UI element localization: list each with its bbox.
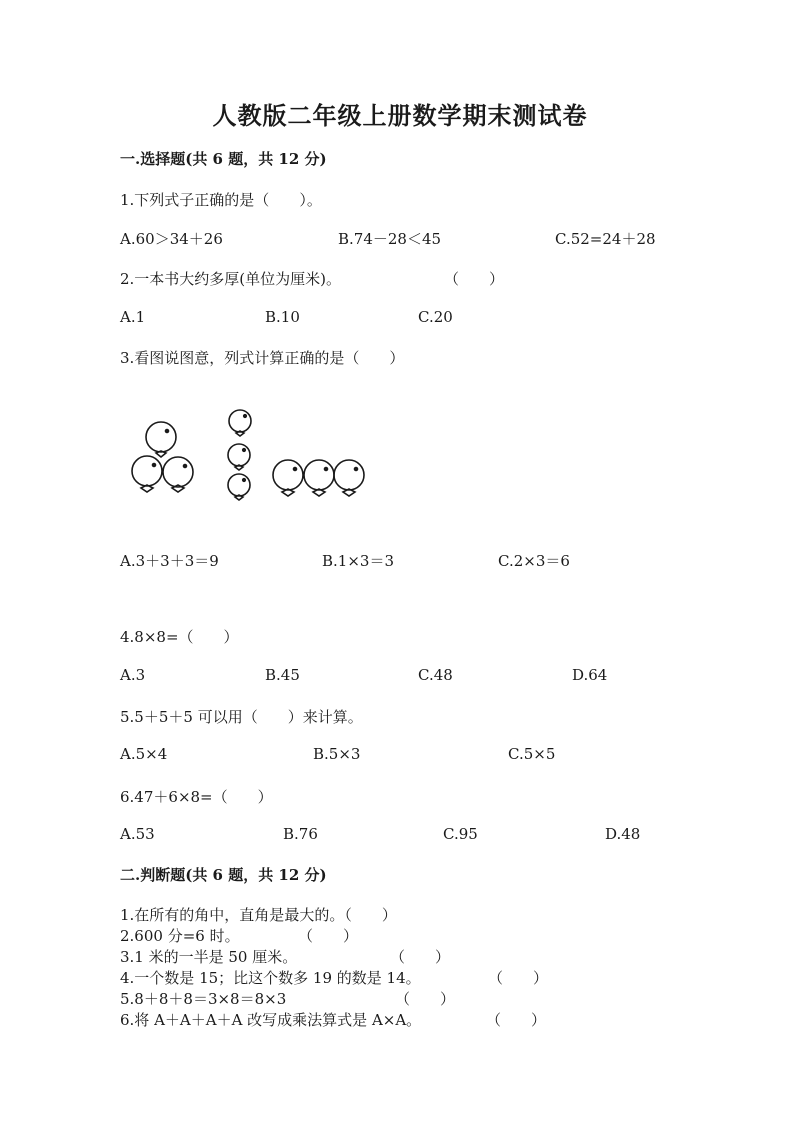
judge-item-2: 2.600 分=6 时。: [120, 927, 240, 945]
balloon-icon: [229, 410, 251, 436]
question-6-option-d[interactable]: D.48: [605, 825, 641, 843]
judge-item-4-paren: （ ）: [488, 969, 549, 987]
question-1-option-b[interactable]: B.74－28＜45: [338, 230, 442, 248]
question-2-stem: 2.一本书大约多厚(单位为厘米)。: [120, 270, 342, 288]
question-3-option-a[interactable]: A.3＋3＋3＝9: [120, 552, 219, 570]
question-1-option-a[interactable]: A.60＞34＋26: [120, 230, 223, 248]
question-4-stem: 4.8×8=（ ）: [120, 628, 239, 646]
question-2-option-c[interactable]: C.20: [418, 308, 453, 326]
balloons-illustration: [125, 405, 375, 505]
judge-item-3-paren: （ ）: [390, 948, 451, 966]
question-3-option-b[interactable]: B.1×3＝3: [322, 552, 394, 570]
judge-item-4: 4.一个数是 15；比这个数多 19 的数是 14。: [120, 969, 421, 987]
question-1-stem: 1.下列式子正确的是（ ）。: [120, 191, 322, 209]
question-4-option-b[interactable]: B.45: [265, 666, 300, 684]
question-4-option-d[interactable]: D.64: [572, 666, 608, 684]
question-4-option-a[interactable]: A.3: [120, 666, 146, 684]
page-title: 人教版二年级上册数学期末测试卷: [212, 101, 588, 130]
balloon-icon: [334, 460, 364, 496]
question-6-stem: 6.47＋6×8=（ ）: [120, 788, 273, 806]
balloon-icon: [273, 460, 303, 496]
section-2-heading: 二.判断题(共 6 题，共 12 分): [120, 866, 327, 884]
question-2-option-b[interactable]: B.10: [265, 308, 300, 326]
question-1-option-c[interactable]: C.52=24＋28: [555, 230, 656, 248]
balloon-icon: [228, 474, 250, 500]
judge-item-1: 1.在所有的角中，直角是最大的。（ ）: [120, 906, 397, 924]
question-3-option-c[interactable]: C.2×3＝6: [498, 552, 570, 570]
question-3-stem: 3.看图说图意，列式计算正确的是（ ）: [120, 349, 405, 367]
balloon-icon: [132, 456, 162, 492]
question-2-answer-paren: （ ）: [444, 270, 505, 288]
question-6-option-b[interactable]: B.76: [283, 825, 318, 843]
question-6-option-a[interactable]: A.53: [120, 825, 155, 843]
question-5-option-a[interactable]: A.5×4: [120, 745, 168, 763]
section-1-heading: 一.选择题(共 6 题，共 12 分): [120, 150, 327, 168]
balloon-icon: [304, 460, 334, 496]
balloon-icon: [146, 422, 176, 457]
judge-item-5: 5.8＋8＋8＝3×8＝8×3: [120, 990, 287, 1008]
judge-item-6-paren: （ ）: [486, 1011, 547, 1029]
balloon-icon: [228, 444, 250, 470]
question-6-option-c[interactable]: C.95: [443, 825, 478, 843]
judge-item-6: 6.将 A＋A＋A＋A 改写成乘法算式是 A×A。: [120, 1011, 422, 1029]
question-5-option-c[interactable]: C.5×5: [508, 745, 556, 763]
judge-item-5-paren: （ ）: [395, 990, 456, 1008]
question-4-option-c[interactable]: C.48: [418, 666, 453, 684]
judge-item-3: 3.1 米的一半是 50 厘米。: [120, 948, 298, 966]
question-5-stem: 5.5＋5＋5 可以用（ ）来计算。: [120, 708, 363, 726]
judge-item-2-paren: （ ）: [298, 927, 359, 945]
balloon-icon: [163, 457, 193, 492]
question-2-option-a[interactable]: A.1: [120, 308, 146, 326]
question-5-option-b[interactable]: B.5×3: [313, 745, 361, 763]
